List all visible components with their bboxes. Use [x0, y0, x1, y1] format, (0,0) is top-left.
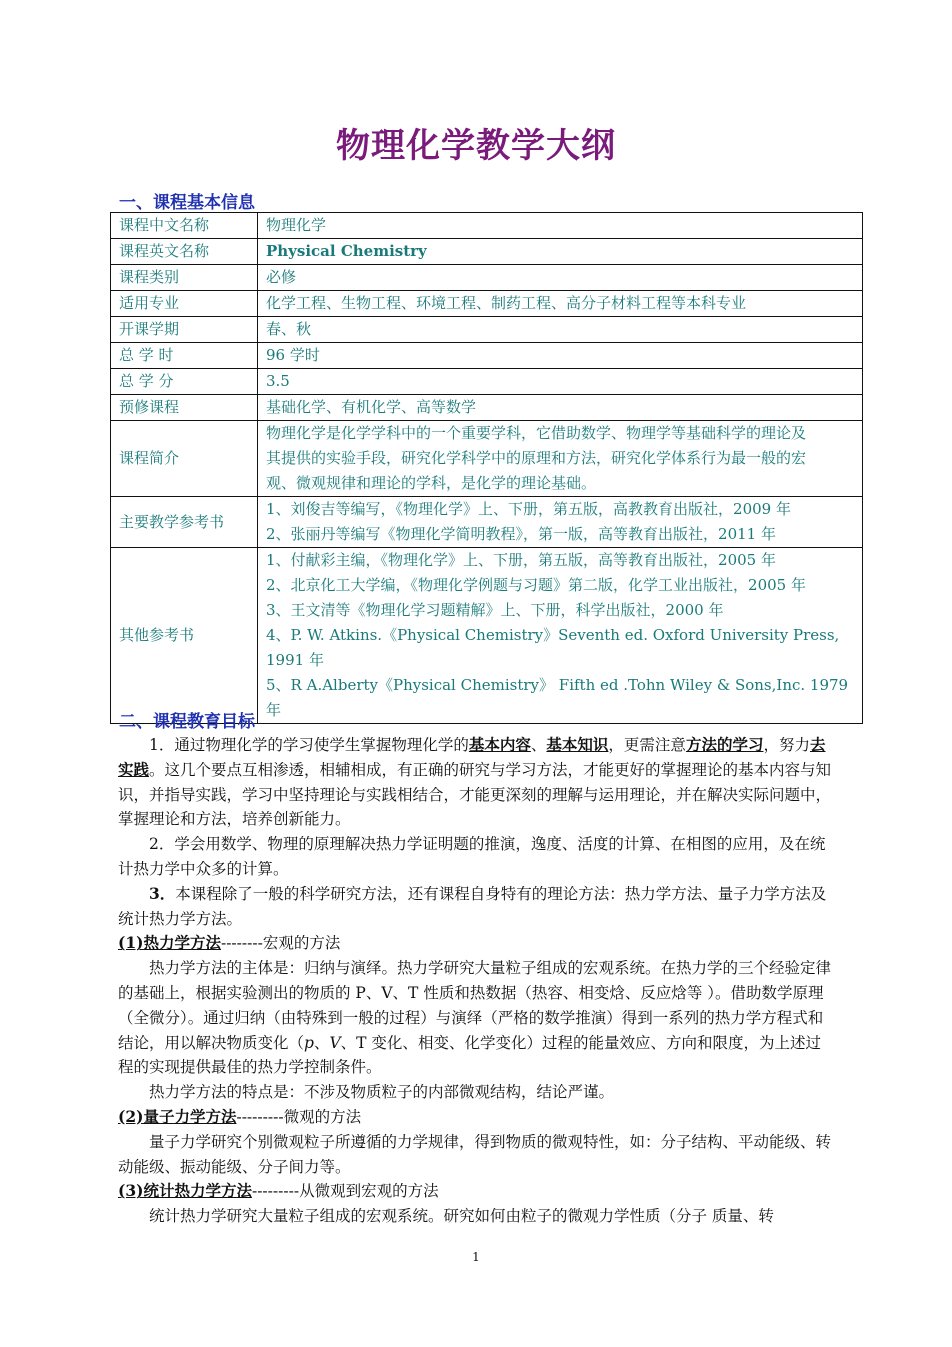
text-run: 、 [313, 1033, 330, 1052]
text-run: 。这几个要点互相渗透，相辅相成，有正确的研究与学习方法，才能更好的掌握理论的基本内容与知识，并指导实践，学习中坚持理论与实践相结合，才能更深刻的理解与运用理论，并在解决实际问题中，掌握理论和方法，培养创新能力。 [118, 760, 832, 829]
info-row [111, 548, 863, 724]
info-label: 课程中文名称 [111, 213, 258, 239]
info-label: 开课学期 [111, 317, 258, 343]
info-value [258, 395, 863, 421]
method-title: (3)统计热力学方法 [118, 1181, 252, 1201]
text-run: 本课程除了一般的科学研究方法，还有课程自身特有的理论方法：热力学方法、量子力学方法及统计热力学方法。 [118, 884, 827, 928]
text-run: ，更需注意 [608, 736, 686, 754]
info-value-line: 必修 [266, 268, 297, 286]
info-value-line: 4、P. W. Atkins.《Physical Chemistry》Seventh ed. Oxford University Press, 1991 年 [266, 626, 840, 669]
emphasis-method-learning: 方法的学习 [685, 735, 764, 754]
info-label: 总 学 时 [111, 343, 258, 369]
info-value-line: 其提供的实验手段，研究化学科学中的原理和方法，研究化学体系行为最一般的宏 [266, 449, 807, 467]
info-row [111, 497, 863, 548]
info-row [111, 239, 863, 265]
info-value-line: 1、刘俊吉等编写，《物理化学》上、下册，第五版，高教教育出版社，2009 年 [266, 500, 791, 518]
info-value [258, 497, 863, 548]
info-value [258, 213, 863, 239]
info-row [111, 343, 863, 369]
objectives-body [118, 733, 836, 1229]
method-heading-statistical [118, 1179, 836, 1204]
course-info-table [110, 212, 863, 724]
emphasis-basic-content: 基本内容 [468, 735, 531, 754]
text-run: 1．通过物理化学的学习使学生掌握物理化学的 [149, 736, 469, 754]
method-heading-thermodynamics [118, 931, 836, 956]
method-subtitle: ---------微观的方法 [236, 1107, 362, 1126]
info-value [258, 548, 863, 724]
text-run: ，努力 [763, 736, 810, 754]
info-value [258, 317, 863, 343]
method-heading-quantum [118, 1105, 836, 1130]
method-title: (2)量子力学方法 [118, 1106, 237, 1126]
thermodynamics-paragraph-2: 热力学方法的特点是：不涉及物质粒子的内部微观结构，结论严谨。 [149, 1083, 615, 1102]
quantum-paragraph: 量子力学研究个别微观粒子所遵循的力学规律，得到物质的微观特性，如：分子结构、平动能级、转动能级、振动能级、分子间力等。 [118, 1132, 832, 1176]
emphasis-basic-knowledge: 基本知识 [546, 735, 609, 754]
info-value [258, 239, 863, 265]
info-label: 预修课程 [111, 395, 258, 421]
info-row [111, 213, 863, 239]
objective-paragraph-2: 2．学会用数学、物理的原理解决热力学证明题的推演，逸度、活度的计算、在相图的应用，及在统计热力学中众多的计算。 [118, 835, 826, 878]
statistical-paragraph: 统计热力学研究大量粒子组成的宏观系统。研究如何由粒子的微观力学性质（分子 质量、转 [149, 1207, 774, 1226]
info-row [111, 291, 863, 317]
italic-v: V [329, 1033, 341, 1052]
info-label: 其他参考书 [111, 548, 258, 724]
info-value-line: 3.5 [266, 372, 290, 390]
paragraph-number: 3． [149, 883, 176, 903]
info-value-line: 物理化学是化学学科中的一个重要学科，它借助数学、物理学等基础科学的理论及 [266, 424, 807, 442]
info-value-line: 物理化学 [266, 216, 327, 234]
method-title: (1)热力学方法 [118, 933, 221, 953]
info-label: 课程英文名称 [111, 239, 258, 265]
info-value-line: 3、王文清等《物理化学习题精解》上、下册，科学出版社，2000 年 [266, 601, 724, 619]
info-value-line: 基础化学、有机化学、高等数学 [266, 398, 477, 416]
section-heading-basic-info: 一、课程基本信息 [119, 193, 255, 213]
info-value-line: Physical Chemistry [266, 242, 427, 260]
info-row [111, 265, 863, 291]
info-value-line: 2、张丽丹等编写《物理化学简明教程》，第一版，高等教育出版社，2011 年 [266, 525, 776, 543]
method-subtitle: --------宏观的方法 [220, 934, 341, 953]
text-run: 、 [530, 736, 547, 754]
info-value [258, 421, 863, 497]
section-heading-objectives: 二、课程教育目标 [119, 712, 255, 732]
info-value [258, 265, 863, 291]
text-run: 、T 变化、相变、化学变化）过程的能量效应、方向和限度，为上述过程的实现提供最佳的热力学控制条件。 [118, 1033, 821, 1077]
info-row [111, 421, 863, 497]
info-label: 适用专业 [111, 291, 258, 317]
page-number: 1 [472, 1250, 480, 1264]
info-value [258, 369, 863, 395]
objective-paragraph-3 [118, 882, 836, 932]
info-label: 课程类别 [111, 265, 258, 291]
info-label: 总 学 分 [111, 369, 258, 395]
info-value-line: 1、付献彩主编，《物理化学》上、下册，第五版，高等教育出版社，2005 年 [266, 551, 776, 569]
info-value-line: 春、秋 [266, 320, 312, 338]
info-label: 课程简介 [111, 421, 258, 497]
info-label: 主要教学参考书 [111, 497, 258, 548]
thermodynamics-paragraph-1 [118, 956, 836, 1080]
info-value-line: 5、R A.Alberty《Physical Chemistry》 Fifth ed .Tohn Wiley & Sons,Inc. 1979 年 [266, 676, 849, 719]
method-subtitle: ---------从微观到宏观的方法 [251, 1182, 439, 1201]
info-value [258, 291, 863, 317]
document-title: 物理化学教学大纲 [336, 126, 616, 166]
italic-p: p [304, 1033, 314, 1052]
info-value-line: 96 学时 [266, 346, 320, 364]
info-row [111, 369, 863, 395]
emphasis-practice: 去实践 [118, 735, 826, 779]
objective-paragraph-1 [118, 733, 836, 832]
info-row [111, 395, 863, 421]
text-run: 热力学方法的主体是：归纳与演绎。热力学研究大量粒子组成的宏观系统。在热力学的三个经验定律的基础上，根据实验测出的物质的 P、V、T 性质和热数据（热容、相变焓、反应焓等 ）。借助数学原理（全微分）。通过归纳（由特殊到一般的过程）与演绎（严格的数学推演）得到一系列的热力学方程式和结论，用以解决物质变化（ [118, 959, 832, 1052]
info-value-line: 化学工程、生物工程、环境工程、制药工程、高分子材料工程等本科专业 [266, 294, 747, 312]
info-value-line: 观、微观规律和理论的学科，是化学的理论基础。 [266, 474, 597, 492]
info-value [258, 343, 863, 369]
info-row [111, 317, 863, 343]
info-value-line: 2、北京化工大学编，《物理化学例题与习题》第二版，化学工业出版社，2005 年 [266, 576, 806, 594]
